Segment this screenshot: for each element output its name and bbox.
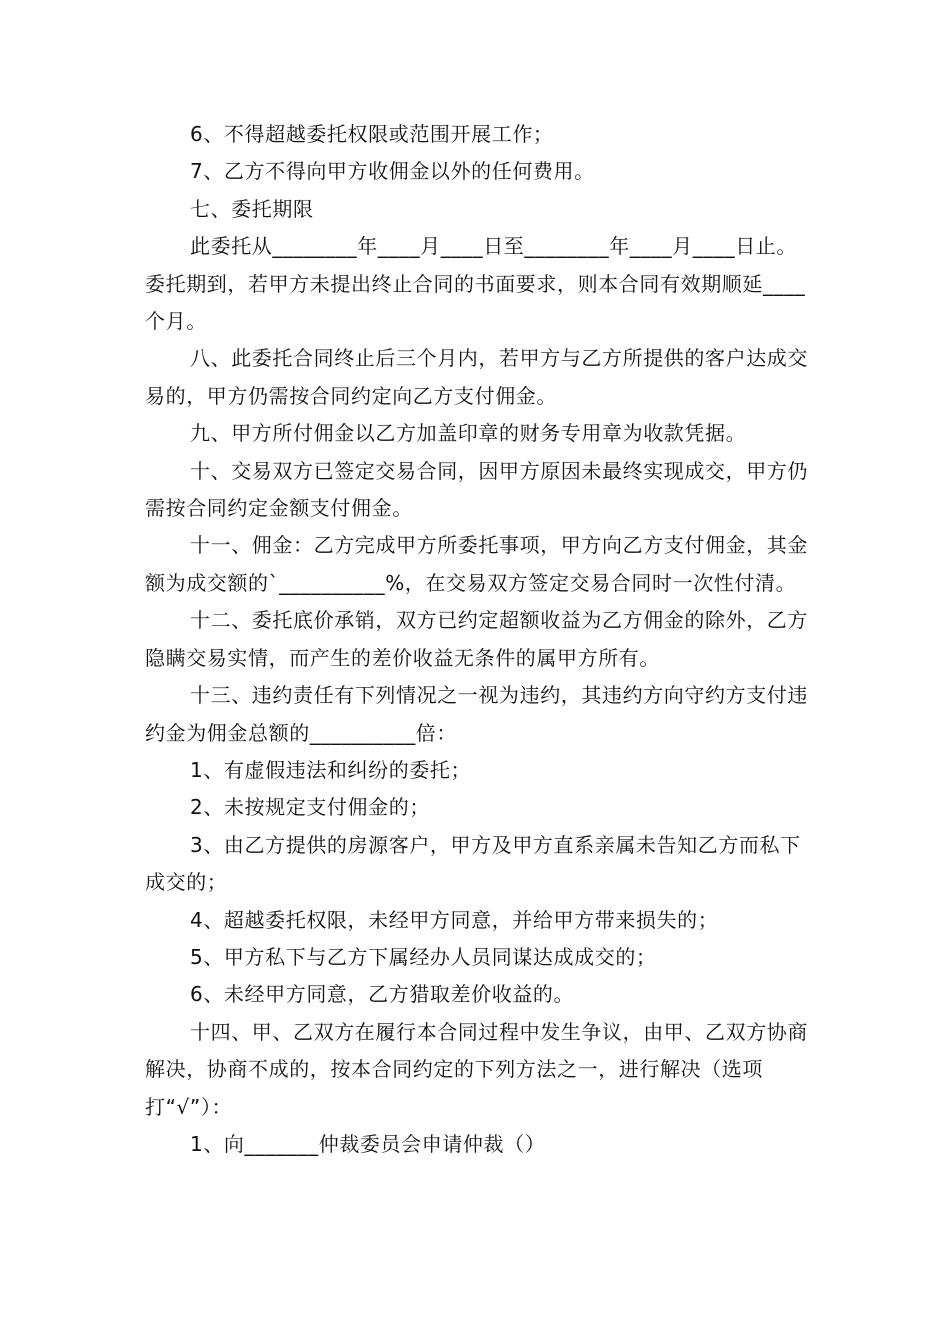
breach-item-1: 1、有虚假违法和纠纷的委托；	[190, 757, 472, 782]
clause-term-period: 此委托从________年____月____日至________年____月____日止。委托期到，若甲方未提出终止合同的书面要求，则本合同有效期顺延____个月。	[145, 234, 806, 334]
clause-item-7-no-extra-fees: 7、乙方不得向甲方收佣金以外的任何费用。	[190, 159, 595, 184]
breach-item-2: 2、未按规定支付佣金的；	[190, 795, 430, 820]
clause-section-9: 九、甲方所付佣金以乙方加盖印章的财务专用章为收款凭据。	[190, 421, 747, 446]
clause-section-12: 十二、委托底价承销，双方已约定超额收益为乙方佣金的除外，乙方隐瞒交易实情，而产生的差价收益无条件的属甲方所有。	[145, 608, 808, 670]
clause-section-13-breach: 十三、违约责任有下列情况之一视为违约，其违约方向守约方支付违约金为佣金总额的__________倍：	[145, 683, 808, 745]
breach-item-3: 3、由乙方提供的房源客户，甲方及甲方直系亲属未告知乙方而私下成交的；	[145, 832, 801, 895]
breach-item-6: 6、未经甲方同意，乙方猎取差价收益的。	[190, 982, 575, 1007]
clause-section-8: 八、此委托合同终止后三个月内，若甲方与乙方所提供的客户达成交易的，甲方仍需按合同约定向乙方支付佣金。	[145, 346, 808, 408]
breach-item-5: 5、甲方私下与乙方下属经办人员同谋达成成交的；	[190, 944, 657, 969]
dispute-option-1-arbitration: 1、向_______仲裁委员会申请仲裁（）	[190, 1131, 546, 1156]
section-heading-term: 七、委托期限	[190, 196, 314, 221]
clause-section-11-commission: 十一、佣金：乙方完成甲方所委托事项，甲方向乙方支付佣金，其金额为成交额的`__________%，在交易双方签定交易合同时一次性付清。	[145, 533, 808, 595]
document-body	[145, 116, 810, 1163]
clause-section-10: 十、交易双方已签定交易合同，因甲方原因未最终实现成交，甲方仍需按合同约定金额支付佣金。	[145, 458, 808, 521]
breach-item-4: 4、超越委托权限，未经甲方同意，并给甲方带来损失的；	[190, 907, 719, 932]
clause-section-14-dispute: 十四、甲、乙双方在履行本合同过程中发生争议，由甲、乙双方协商解决，协商不成的，按本合同约定的下列方法之一，进行解决（选项打“√”）：	[145, 1019, 808, 1119]
clause-item-6-no-exceed-authority: 6、不得超越委托权限或范围开展工作；	[190, 122, 554, 146]
